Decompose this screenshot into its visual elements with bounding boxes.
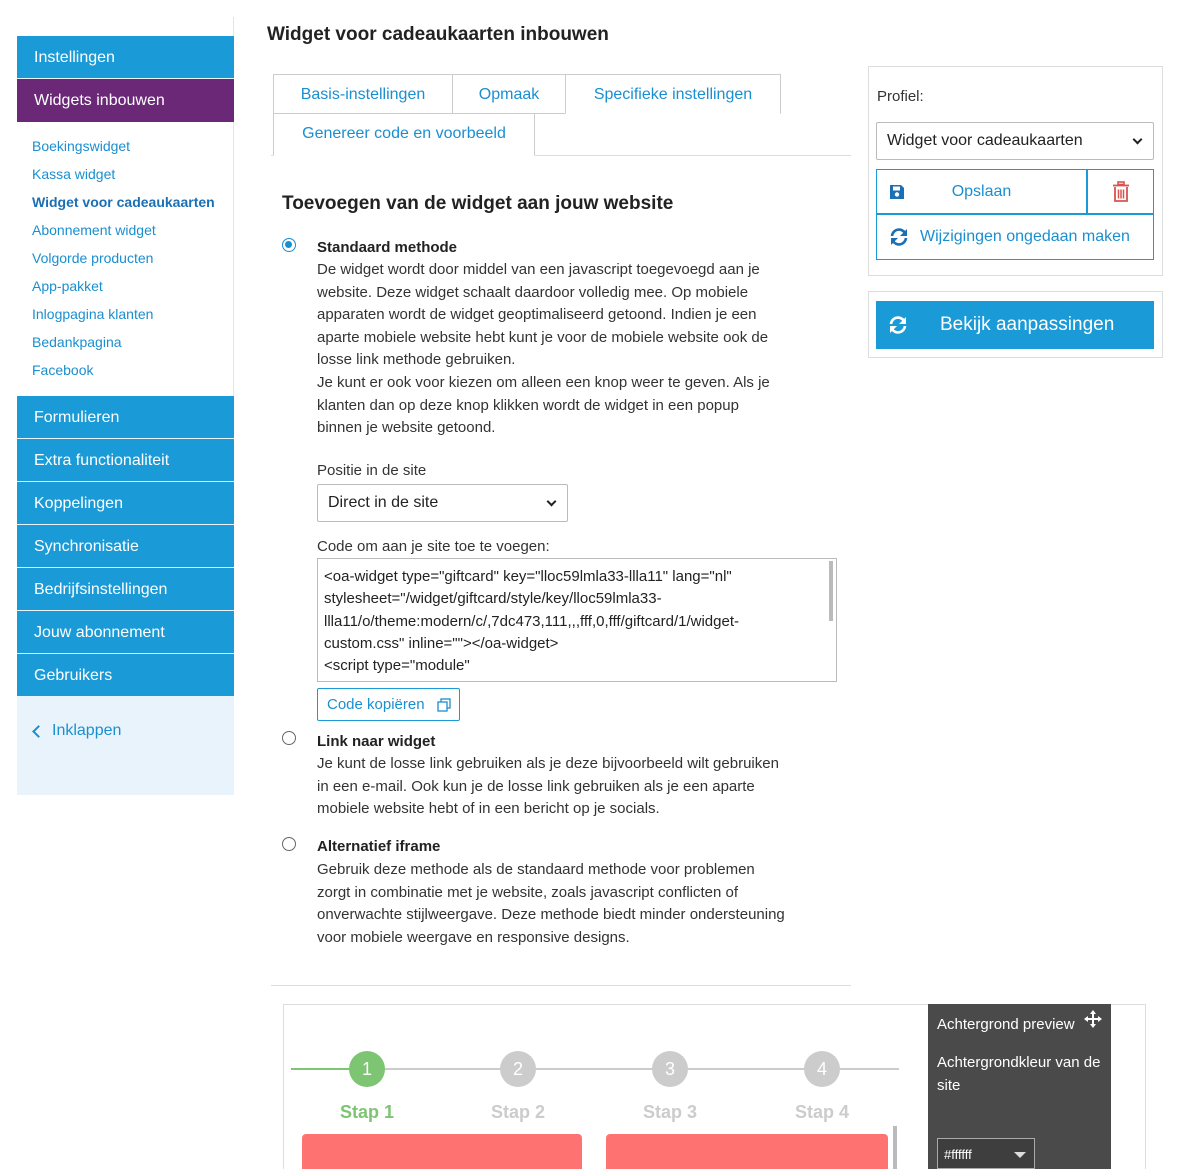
radio-alternatief-iframe[interactable] xyxy=(282,837,296,851)
text-line: aparte mobiele website hebt kunt je voor de mobiele website ook de xyxy=(317,328,769,346)
sidebar-section-bedrijfsinstellingen[interactable]: Bedrijfsinstellingen xyxy=(17,568,234,611)
sidebar-section-gebruikers[interactable]: Gebruikers xyxy=(17,654,234,697)
tab-genereer-code[interactable]: Genereer code en voorbeeld xyxy=(273,113,535,156)
sidebar-collapse-label: Inklappen xyxy=(52,722,122,739)
text-line: binnen je website getoond. xyxy=(317,419,496,437)
radio-standaard-methode[interactable] xyxy=(282,238,296,252)
sidebar-item-kassa-widget[interactable]: Kassa widget xyxy=(32,166,116,182)
copy-icon xyxy=(437,698,451,712)
step-circle-1[interactable]: 1 xyxy=(349,1051,385,1087)
sidebar-item-abonnement-widget[interactable]: Abonnement widget xyxy=(32,222,156,238)
step-label-4: Stap 4 xyxy=(794,1102,850,1122)
option-standaard-description xyxy=(317,259,837,440)
text-line: klanten dan op deze knop klikken wordt de widget in een popup xyxy=(317,396,739,414)
chevron-down-icon xyxy=(1133,135,1143,145)
view-changes-button[interactable] xyxy=(876,301,1154,349)
text-line: De widget wordt door middel van een javascript toegevoegd aan je xyxy=(317,261,760,278)
undo-label: Wijzigingen ongedaan maken xyxy=(920,228,1130,245)
text-line: mobiele website hebt of in een bericht op je socials. xyxy=(317,800,660,818)
step-circle-2[interactable]: 2 xyxy=(500,1051,536,1087)
page-title: Widget voor cadeaukaarten inbouwen xyxy=(267,24,609,45)
step-label-2: Stap 2 xyxy=(490,1102,546,1122)
move-icon[interactable] xyxy=(1084,1010,1102,1028)
save-button[interactable] xyxy=(876,169,1087,214)
background-preview-title: Achtergrond preview xyxy=(937,1016,1075,1033)
sidebar-item-facebook[interactable]: Facebook xyxy=(32,362,94,378)
code-line: <oa-widget type="giftcard" key="lloc59lmla33-llla11" lang="nl" xyxy=(324,568,732,585)
option-iframe-title: Alternatief iframe xyxy=(317,838,441,855)
profile-select-value: Widget voor cadeaukaarten xyxy=(887,132,1083,149)
text-line: voor mobiele weergave en responsive designs. xyxy=(317,928,630,946)
sidebar-section-extra-functionaliteit[interactable]: Extra functionaliteit xyxy=(17,439,234,482)
code-line: stylesheet="/widget/giftcard/style/key/lloc59lmla33- xyxy=(324,590,662,608)
step-label-3: Stap 3 xyxy=(642,1102,698,1122)
sidebar-submenu xyxy=(17,122,234,396)
giftcard-tile[interactable] xyxy=(606,1134,888,1169)
sidebar-collapse-link[interactable] xyxy=(17,709,234,753)
text-line: Gebruik deze methode als de standaard methode voor problemen xyxy=(317,861,755,878)
step-label-1: Stap 1 xyxy=(339,1102,395,1122)
tab-basis-instellingen[interactable]: Basis-instellingen xyxy=(273,74,453,114)
save-label: Opslaan xyxy=(951,183,1012,200)
text-line: apparaten wordt de widget geoptimaliseerd getoond. Indien je een xyxy=(317,306,757,324)
sidebar-item-inlogpagina-klanten[interactable]: Inlogpagina klanten xyxy=(32,306,154,322)
text-line: zorgt in combinatie met je website, zoals javascript conflicten of xyxy=(317,883,739,901)
tab-specifieke-instellingen[interactable]: Specifieke instellingen xyxy=(565,74,781,114)
code-line: <script type="module" xyxy=(324,657,470,675)
option-iframe-description xyxy=(317,859,837,949)
undo-changes-button[interactable] xyxy=(876,214,1154,260)
profile-label: Profiel: xyxy=(877,88,924,105)
sidebar-section-formulieren[interactable]: Formulieren xyxy=(17,396,234,439)
background-color-value: #ffffff xyxy=(944,1147,972,1162)
step-circle-3[interactable]: 3 xyxy=(652,1051,688,1087)
divider xyxy=(271,985,851,986)
code-scrollbar[interactable] xyxy=(829,561,833,621)
chevron-down-icon xyxy=(547,497,557,507)
view-changes-label: Bekijk aanpassingen xyxy=(940,314,1115,335)
radio-link-naar-widget[interactable] xyxy=(282,731,296,745)
sidebar-section-koppelingen[interactable]: Koppelingen xyxy=(17,482,234,525)
trash-icon xyxy=(1112,181,1130,203)
sidebar-item-bedankpagina[interactable]: Bedankpagina xyxy=(32,334,122,350)
code-label: Code om aan je site toe te voegen: xyxy=(317,538,550,555)
profile-select[interactable] xyxy=(876,122,1154,160)
step-circle-4[interactable]: 4 xyxy=(804,1051,840,1087)
section-title: Toevoegen van de widget aan jouw website xyxy=(282,193,674,214)
caret-down-icon xyxy=(1014,1152,1026,1158)
text-line: Je kunt de losse link gebruiken als je deze bijvoorbeeld wilt gebruiken xyxy=(317,755,779,772)
floppy-disk-icon xyxy=(889,184,905,200)
refresh-icon xyxy=(888,316,908,334)
option-link-description xyxy=(317,753,837,821)
code-line: llla11/o/theme:modern/c/,7dc473,111,,,fff,0,fff/giftcard/1/widget- xyxy=(324,612,739,630)
position-select[interactable] xyxy=(317,484,568,522)
giftcard-tile[interactable] xyxy=(302,1134,582,1169)
option-standaard-title: Standaard methode xyxy=(317,239,458,256)
chevron-left-icon xyxy=(32,725,45,738)
background-color-label: Achtergrondkleur van de site xyxy=(937,1054,1101,1094)
position-select-value: Direct in de site xyxy=(328,494,439,511)
copy-code-label: Code kopiëren xyxy=(327,696,425,713)
text-line: onverwachte stijlweergave. Deze methode biedt minder ondersteuning xyxy=(317,906,785,924)
text-line: in een e-mail. Ook kun je de losse link gebruiken als je een aparte xyxy=(317,777,755,795)
sidebar-section-synchronisatie[interactable]: Synchronisatie xyxy=(17,525,234,568)
preview-scrollbar[interactable] xyxy=(893,1126,897,1169)
option-link-title: Link naar widget xyxy=(317,733,436,750)
code-textarea[interactable] xyxy=(317,558,837,682)
sidebar-section-widgets-inbouwen[interactable]: Widgets inbouwen xyxy=(17,79,234,122)
background-color-select[interactable] xyxy=(937,1138,1035,1169)
position-label: Positie in de site xyxy=(317,462,427,479)
sidebar-item-app-pakket[interactable]: App-pakket xyxy=(32,278,103,294)
sidebar-section-instellingen[interactable]: Instellingen xyxy=(17,36,234,79)
sidebar-section-jouw-abonnement[interactable]: Jouw abonnement xyxy=(17,611,234,654)
tab-opmaak[interactable]: Opmaak xyxy=(452,74,566,114)
sidebar-top-spacer xyxy=(17,17,234,36)
delete-button[interactable] xyxy=(1087,169,1154,214)
sidebar-item-volgorde-producten[interactable]: Volgorde producten xyxy=(32,250,154,266)
sidebar-item-boekingswidget[interactable]: Boekingswidget xyxy=(32,138,131,154)
text-line: losse link methode gebruiken. xyxy=(317,351,516,369)
code-line: custom.css" inline=""></oa-widget> xyxy=(324,634,559,652)
sidebar xyxy=(17,17,234,795)
text-line: Je kunt er ook voor kiezen om alleen een knop weer te geven. Als je xyxy=(317,373,770,391)
tab-bar xyxy=(271,74,851,156)
refresh-icon xyxy=(889,228,909,246)
sidebar-item-widget-cadeaukaarten[interactable]: Widget voor cadeaukaarten xyxy=(32,194,215,210)
copy-code-button[interactable] xyxy=(317,688,460,721)
text-line: website. Deze widget schaalt daardoor volledig mee. Op mobiele xyxy=(317,283,749,301)
